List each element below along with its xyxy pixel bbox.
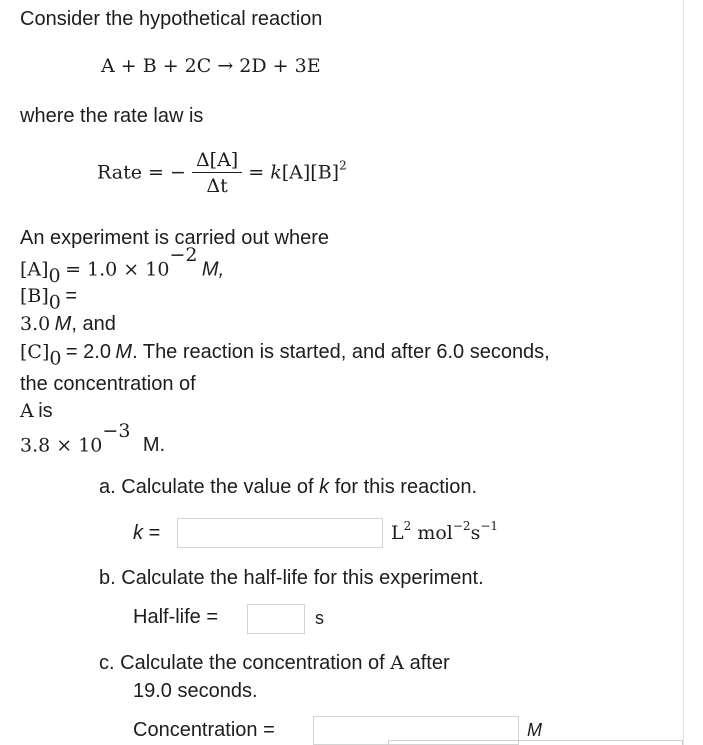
unit-mol-exponent: −2 xyxy=(452,519,471,533)
question-a-pre: Calculate the value of xyxy=(121,476,314,498)
rate-law-concentrations: [A][B] xyxy=(281,161,340,184)
question-b-text: Calculate the half-life for this experiment. xyxy=(121,567,484,589)
c0-subscript: 0 xyxy=(49,347,62,370)
species-line xyxy=(20,400,53,423)
a0-subscript: 0 xyxy=(48,264,61,287)
a0-label: [A] xyxy=(20,258,49,281)
initial-c-line xyxy=(20,341,550,370)
b0-equals: = xyxy=(65,285,78,307)
a0-exponent: −2 xyxy=(169,244,198,266)
initial-a-line xyxy=(20,244,225,287)
concentration-line: the concentration of xyxy=(20,373,196,395)
intro-text: Consider the hypothetical reaction xyxy=(20,8,323,30)
rate-constant-symbol: k xyxy=(270,161,282,184)
species-a: A xyxy=(20,400,34,422)
unit-l-exponent: 2 xyxy=(403,519,412,533)
question-c-pre: Calculate the concentration of xyxy=(120,652,385,674)
question-c xyxy=(99,652,450,675)
unit-mol: mol xyxy=(417,522,453,544)
question-c-species: A xyxy=(390,652,405,674)
rate-law-equation xyxy=(97,148,347,199)
unit-s-exponent: −1 xyxy=(480,519,499,533)
question-c-line2: 19.0 seconds. xyxy=(133,680,258,702)
b0-unit: M xyxy=(54,313,72,335)
c0-label: [C] xyxy=(20,341,50,363)
question-a xyxy=(99,476,477,499)
experiment-intro: An experiment is carried out where xyxy=(20,227,330,249)
minus-sign: − xyxy=(169,161,186,184)
unit-s: s xyxy=(470,522,481,544)
fraction-denominator: Δt xyxy=(206,175,228,197)
b0-label: [B] xyxy=(20,285,49,307)
rate-fraction xyxy=(192,148,242,199)
final-exponent: −3 xyxy=(102,420,131,442)
k-label xyxy=(133,522,160,545)
k-answer-input[interactable] xyxy=(177,518,383,548)
question-c-post: after xyxy=(409,652,450,674)
question-b-letter: b. xyxy=(99,567,116,589)
c0-value: = 2.0 xyxy=(65,341,111,363)
concentration-label: Concentration = xyxy=(133,719,275,741)
a0-value: = 1.0 × 10 xyxy=(65,258,170,281)
question-a-letter: a. xyxy=(99,476,116,498)
b0-subscript: 0 xyxy=(48,291,61,314)
half-life-unit: s xyxy=(315,608,324,628)
rate-law-intro: where the rate law is xyxy=(20,105,204,127)
final-unit: M. xyxy=(142,434,166,457)
a0-unit: M, xyxy=(201,258,225,281)
right-border-line xyxy=(683,0,684,745)
equals-sign: = xyxy=(248,161,265,184)
question-c-letter: c. xyxy=(99,652,115,674)
question-a-post: for this reaction. xyxy=(334,476,478,498)
final-concentration-line xyxy=(20,420,166,457)
k-unit xyxy=(391,519,499,544)
concentration-unit: M xyxy=(527,720,542,740)
fraction-numerator: Δ[A] xyxy=(192,148,242,173)
c0-tail: . The reaction is started, and after 6.0 seconds, xyxy=(132,341,550,363)
b0-value-line xyxy=(20,313,116,336)
reaction-equation: A + B + 2C → 2D + 3E xyxy=(101,55,321,77)
b0-value: 3.0 xyxy=(20,313,51,335)
rate-label: Rate = xyxy=(97,161,164,184)
half-life-label: Half-life = xyxy=(133,606,219,628)
c0-unit: M xyxy=(115,341,133,363)
question-a-k: k xyxy=(319,476,330,498)
k-symbol: k xyxy=(133,522,143,544)
unit-l: L xyxy=(391,522,404,544)
question-b xyxy=(99,567,484,590)
initial-b-line xyxy=(20,285,78,314)
is-text: is xyxy=(38,400,53,422)
final-mantissa: 3.8 × 10 xyxy=(20,434,103,457)
k-equals: = xyxy=(148,522,161,544)
half-life-answer-input[interactable] xyxy=(247,604,305,634)
b0-and: , and xyxy=(71,313,116,335)
rate-law-exponent: 2 xyxy=(339,158,347,173)
hint-box-top-edge xyxy=(388,740,683,745)
